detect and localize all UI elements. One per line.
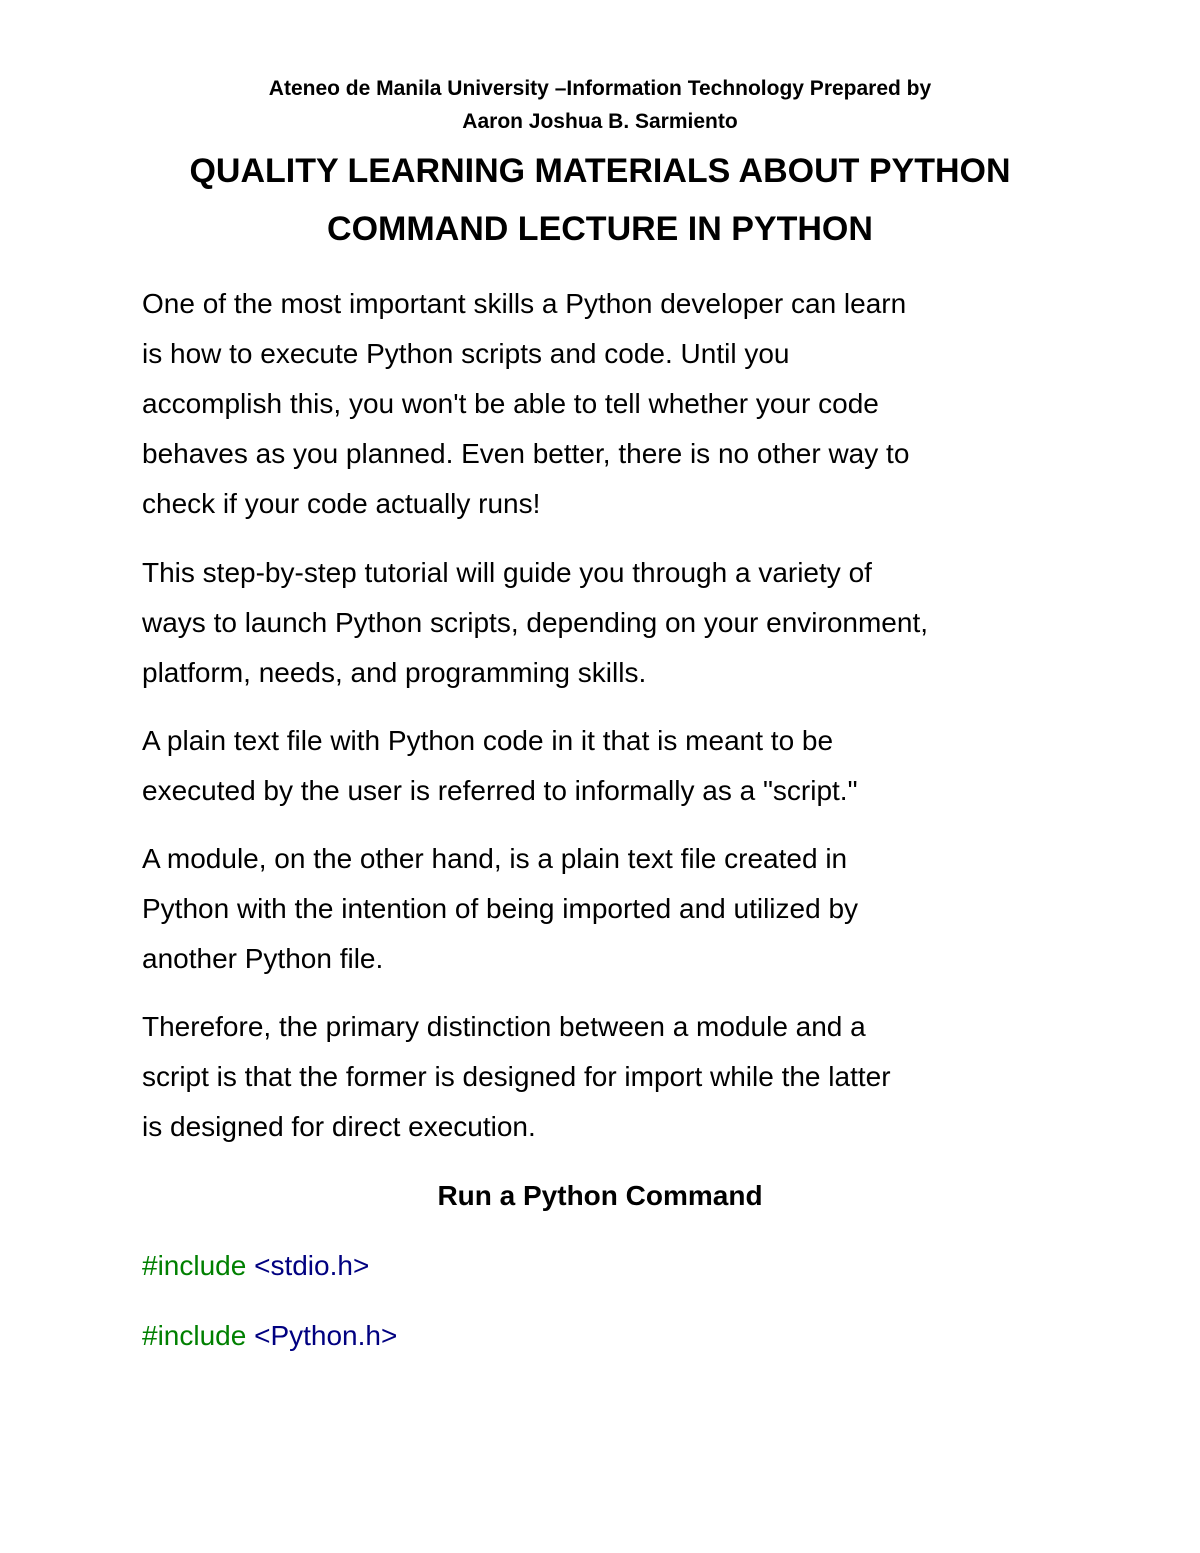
code-line-2	[142, 1311, 397, 1361]
paragraph-line: platform, needs, and programming skills.	[142, 657, 647, 688]
document-header	[0, 72, 1200, 138]
paragraph-line: is how to execute Python scripts and code. Until you	[142, 338, 790, 369]
title-line-1: QUALITY LEARNING MATERIALS ABOUT PYTHON	[189, 152, 1011, 190]
document-title	[0, 142, 1200, 258]
paragraph-line: Python with the intention of being imported and utilized by	[142, 893, 859, 924]
code-include-target: <Python.h>	[254, 1320, 398, 1351]
paragraph-5	[142, 1002, 1077, 1152]
code-directive: #include	[142, 1320, 247, 1351]
title-line-2: COMMAND LECTURE IN PYTHON	[327, 210, 873, 248]
paragraph-line: check if your code actually runs!	[142, 488, 541, 519]
paragraph-line: One of the most important skills a Python developer can learn	[142, 288, 907, 319]
code-include-target: <stdio.h>	[254, 1250, 370, 1281]
paragraph-line: accomplish this, you won't be able to tell whether your code	[142, 388, 879, 419]
paragraph-line: script is that the former is designed for import while the latter	[142, 1061, 891, 1092]
paragraph-line: behaves as you planned. Even better, there is no other way to	[142, 438, 910, 469]
paragraph-4	[142, 834, 1077, 984]
paragraph-line: ways to launch Python scripts, depending on your environment,	[142, 607, 929, 638]
code-line-1	[142, 1241, 369, 1291]
paragraph-line: A module, on the other hand, is a plain text file created in	[142, 843, 848, 874]
paragraph-line: Therefore, the primary distinction between a module and a	[142, 1011, 866, 1042]
paragraph-line: A plain text file with Python code in it that is meant to be	[142, 725, 834, 756]
header-line-2: Aaron Joshua B. Sarmiento	[462, 110, 738, 133]
paragraph-1	[142, 279, 1077, 529]
paragraph-2	[142, 548, 1077, 698]
header-line-1: Ateneo de Manila University –Information Technology Prepared by	[268, 77, 932, 100]
paragraph-line: another Python file.	[142, 943, 384, 974]
paragraph-3	[142, 716, 1077, 816]
section-heading: Run a Python Command	[437, 1180, 763, 1211]
paragraph-line: executed by the user is referred to informally as a "script."	[142, 775, 858, 806]
paragraph-line: This step-by-step tutorial will guide you through a variety of	[142, 557, 872, 588]
code-directive: #include	[142, 1250, 247, 1281]
paragraph-line: is designed for direct execution.	[142, 1111, 536, 1142]
